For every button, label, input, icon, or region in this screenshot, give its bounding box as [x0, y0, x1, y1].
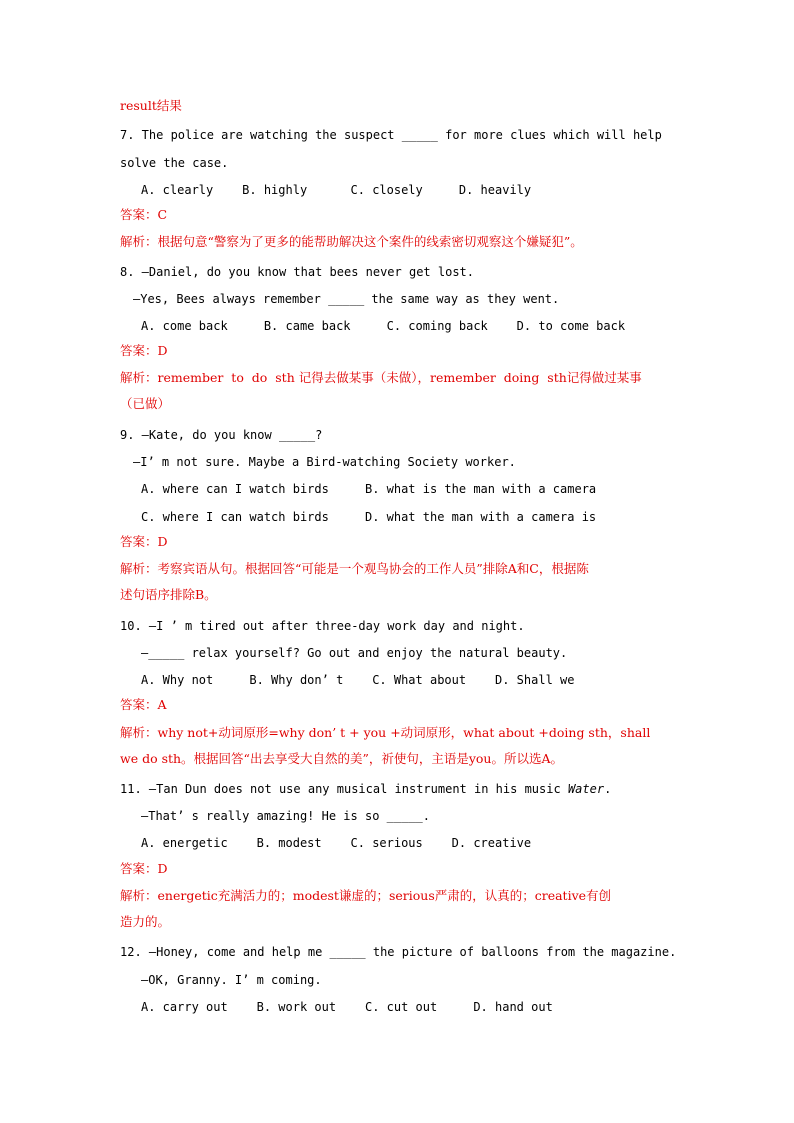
question-10-text: 10. —I ’ m tired out after three-day work day and night. [120, 619, 525, 633]
answer-8: 答案：D [120, 343, 168, 358]
question-10-options: A. Why not B. Why don’ t C. What about D. Shall we [141, 673, 575, 687]
analysis-8: 解析：remember to do sth 记得去做某事（未做），remember doing sth记得做过某事 [120, 370, 642, 385]
analysis-11-cont: 造力的。 [120, 914, 171, 929]
question-8-reply: —Yes, Bees always remember _____ the same way as they went. [133, 292, 560, 306]
question-9-text: 9. —Kate, do you know _____? [120, 428, 323, 442]
question-11-text [120, 781, 611, 797]
question-10-reply: —_____ relax yourself? Go out and enjoy the natural beauty. [141, 646, 568, 660]
analysis-11: 解析：energetic充满活力的；modest谦虚的；serious严肃的，认真的；creative有创 [120, 888, 612, 903]
question-9-reply: —I’ m not sure. Maybe a Bird-watching Society worker. [133, 455, 516, 469]
analysis-8-cont: （已做） [120, 396, 171, 411]
question-11-title: Water [567, 782, 605, 796]
answer-7: 答案：C [120, 207, 168, 222]
question-7-text: 7. The police are watching the suspect _____ for more clues which will help [120, 128, 662, 142]
analysis-7: 解析：根据句意“警察为了更多的能帮助解决这个案件的线索密切观察这个嫌疑犯”。 [120, 234, 583, 249]
analysis-10: 解析：why not+动词原形=why don’ t + you +动词原形，what about +doing sth，shall [120, 725, 651, 740]
question-11-sentence: 11. —Tan Dun does not use any musical instrument in his music [120, 782, 561, 796]
analysis-9: 解析：考察宾语从句。根据回答“可能是一个观鸟协会的工作人员”排除A和C，根据陈 [120, 561, 589, 576]
answer-9: 答案：D [120, 534, 168, 549]
text-line: result结果 [120, 98, 182, 113]
question-9-options-cd: C. where I can watch birds D. what the man with a camera is [141, 510, 597, 524]
question-9-options-ab: A. where can I watch birds B. what is the man with a camera [141, 482, 597, 496]
question-11-options: A. energetic B. modest C. serious D. creative [141, 836, 532, 850]
question-12-options: A. carry out B. work out C. cut out D. hand out [141, 1000, 553, 1014]
question-7-options: A. clearly B. highly C. closely D. heavily [141, 183, 532, 197]
answer-10: 答案：A [120, 697, 167, 712]
question-7-text-cont: solve the case. [120, 156, 229, 170]
answer-11: 答案：D [120, 861, 168, 876]
question-12-text: 12. —Honey, come and help me _____ the picture of balloons from the magazine. [120, 945, 677, 959]
question-12-reply: —OK, Granny. I’ m coming. [141, 973, 322, 987]
question-8-options: A. come back B. came back C. coming back D. to come back [141, 319, 626, 333]
analysis-10-cont: we do sth。根据回答“出去享受大自然的美”，祈使句，主语是you。所以选A。 [120, 751, 564, 766]
question-8-text: 8. —Daniel, do you know that bees never get lost. [120, 265, 475, 279]
question-11-period: . [604, 782, 612, 796]
question-11-reply: —That’ s really amazing! He is so _____. [141, 809, 430, 823]
analysis-9-cont: 述句语序排除B。 [120, 587, 217, 602]
